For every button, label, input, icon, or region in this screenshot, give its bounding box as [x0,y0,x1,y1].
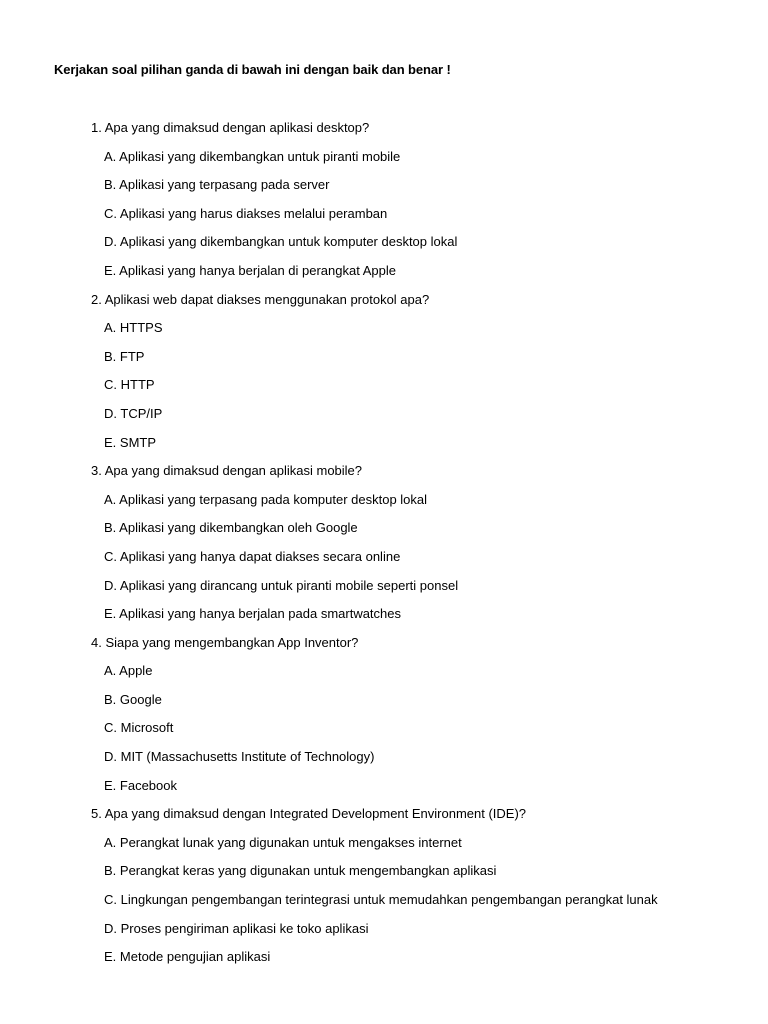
question-3 [91,461,751,633]
option-a: A. Aplikasi yang terpasang pada komputer desktop lokal [104,491,428,507]
option-c: C. HTTP [104,377,155,393]
option-e: E. Metode pengujian aplikasi [104,949,271,965]
option-c: C. Lingkungan pengembangan terintegrasi untuk memudahkan pengembangan perangkat lunak [104,892,658,908]
option-b: B. FTP [104,348,145,364]
instruction-heading: Kerjakan soal pilihan ganda di bawah ini dengan baik dan benar ! [54,62,451,77]
option-d: D. MIT (Massachusetts Institute of Technology) [104,749,375,765]
question-list [91,118,751,976]
question-text: 3. Apa yang dimaksud dengan aplikasi mobile? [91,463,363,479]
option-e: E. Aplikasi yang hanya berjalan di perangkat Apple [104,262,396,278]
option-b: B. Aplikasi yang terpasang pada server [104,177,330,193]
option-d: D. Aplikasi yang dikembangkan untuk komputer desktop lokal [104,234,458,250]
option-c: C. Aplikasi yang harus diakses melalui peramban [104,205,388,221]
question-5 [91,804,751,976]
option-b: B. Aplikasi yang dikembangkan oleh Google [104,520,358,536]
question-4 [91,633,751,805]
question-1 [91,118,751,290]
question-text: 1. Apa yang dimaksud dengan aplikasi desktop? [91,120,370,135]
option-b: B. Google [104,691,162,707]
option-e: E. SMTP [104,434,157,450]
option-a: A. Perangkat lunak yang digunakan untuk mengakses internet [104,834,462,850]
option-d: D. TCP/IP [104,405,163,421]
option-e: E. Aplikasi yang hanya berjalan pada smartwatches [104,606,402,622]
option-e: E. Facebook [104,777,177,793]
option-c: C. Microsoft [104,720,174,736]
option-a: A. HTTPS [104,320,163,336]
option-a: A. Apple [104,663,153,679]
option-a: A. Aplikasi yang dikembangkan untuk piranti mobile [104,148,401,164]
option-d: D. Aplikasi yang dirancang untuk piranti mobile seperti ponsel [104,577,459,593]
question-2 [91,290,751,462]
option-b: B. Perangkat keras yang digunakan untuk mengembangkan aplikasi [104,863,497,879]
question-text: 4. Siapa yang mengembangkan App Inventor? [91,634,359,650]
question-text: 5. Apa yang dimaksud dengan Integrated Development Environment (IDE)? [91,806,527,822]
question-text: 2. Aplikasi web dapat diakses menggunakan protokol apa? [91,291,430,307]
option-d: D. Proses pengiriman aplikasi ke toko aplikasi [104,920,369,936]
option-c: C. Aplikasi yang hanya dapat diakses secara online [104,548,401,564]
